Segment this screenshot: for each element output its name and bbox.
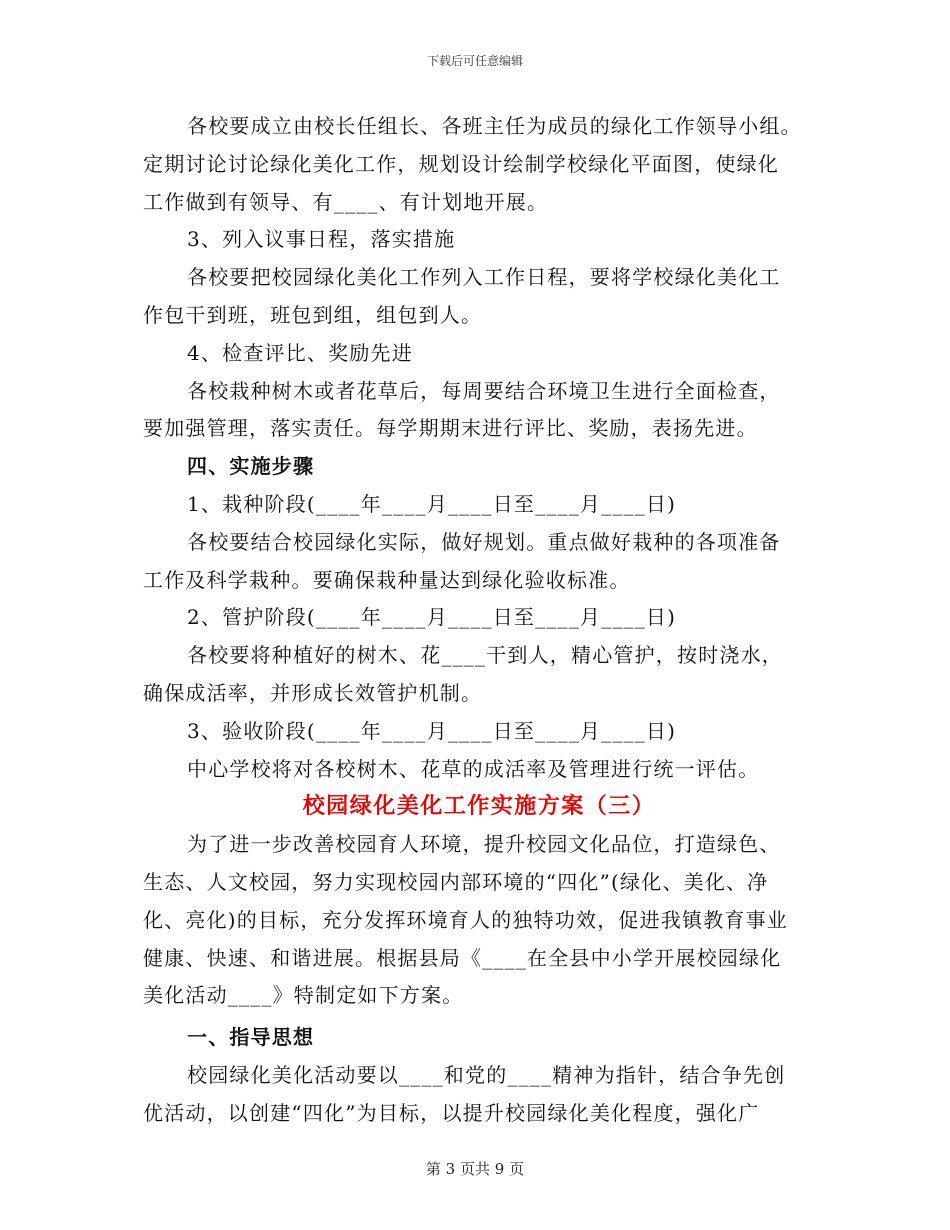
section-title: 校园绿化美化工作实施方案（三） xyxy=(302,793,656,820)
text-line: 健康、快速、和谐进展。根据县局《____在全县中小学开展校园绿化 xyxy=(143,945,782,970)
text-line: 各校要成立由校长任组长、各班主任为成员的绿化工作领导小组。 xyxy=(187,114,802,138)
text-line: 化、亮化)的目标，充分发挥环境育人的独特功效，促进我镇教育事业 xyxy=(143,907,789,932)
text-line: 优活动，以创建“四化”为目标，以提升校园绿化美化程度，强化广 xyxy=(143,1100,760,1125)
text-line: 要加强管理，落实责任。每学期期末进行评比、奖励，表扬先进。 xyxy=(143,416,758,441)
text-line: 各校要结合校园绿化实际，做好规划。重点做好栽种的各项准备 xyxy=(187,529,781,554)
text-line: 生态、人文校园，努力实现校园内部环境的“四化”(绿化、美化、净 xyxy=(143,869,769,894)
text-line: 1、栽种阶段(____年____月____日至____月____日) xyxy=(187,491,677,516)
text-line: 校园绿化美化活动要以____和党的____精神为指针，结合争先创 xyxy=(187,1062,786,1087)
section-heading: 一、指导思想 xyxy=(187,1025,315,1050)
text-line: 3、列入议事日程，落实措施 xyxy=(187,227,456,252)
text-line: 确保成活率，并形成长效管护机制。 xyxy=(143,680,483,705)
text-line: 各校栽种树木或者花草后，每周要结合环境卫生进行全面检查， xyxy=(187,378,781,403)
text-line: 作包干到班，班包到组，组包到人。 xyxy=(143,302,483,327)
document-body xyxy=(143,108,815,1133)
text-line: 4、检查评比、奖励先进 xyxy=(187,340,413,365)
text-line: 2、管护阶段(____年____月____日至____月____日) xyxy=(187,605,677,630)
text-line: 各校要把校园绿化美化工作列入工作日程，要将学校绿化美化工 xyxy=(187,265,781,290)
page-footer: 第 3 页共 9 页 xyxy=(425,1160,525,1178)
text-line: 美化活动____》特制定如下方案。 xyxy=(143,983,464,1008)
text-line: 3、验收阶段(____年____月____日至____月____日) xyxy=(187,718,677,743)
page-header: 下载后可任意编辑 xyxy=(426,54,523,68)
text-line: 中心学校将对各校树木、花草的成活率及管理进行统一评估。 xyxy=(187,756,760,781)
section-heading: 四、实施步骤 xyxy=(187,454,315,479)
text-line: 工作做到有领导、有____、有计划地开展。 xyxy=(143,189,549,214)
text-line: 各校要将种植好的树木、花____干到人，精心管护，按时浇水， xyxy=(187,643,783,668)
text-line: 为了进一步改善校园育人环境，提升校园文化品位，打造绿色、 xyxy=(187,832,781,857)
text-line: 定期讨论讨论绿化美化工作，规划设计绘制学校绿化平面图，使绿化 xyxy=(143,151,779,176)
text-line: 工作及科学栽种。要确保栽种量达到绿化验收标准。 xyxy=(143,567,631,592)
